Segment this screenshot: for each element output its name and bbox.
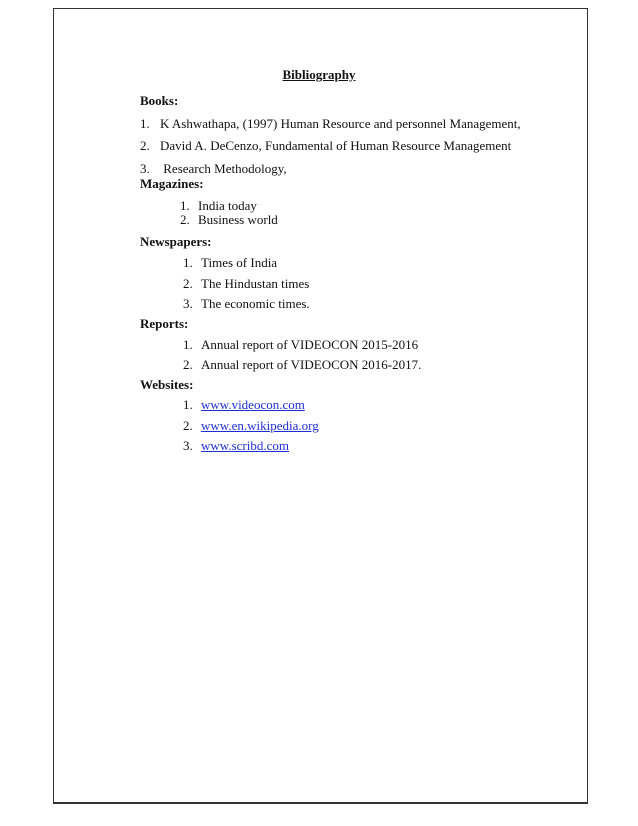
website-link-scribd[interactable]: www.scribd.com (201, 438, 289, 453)
magazine-item-2-num: 2. (180, 212, 190, 227)
website-link-wikipedia[interactable]: www.en.wikipedia.org (201, 418, 319, 433)
report-item-1-text: Annual report of VIDEOCON 2015-2016 (201, 337, 419, 352)
report-item-2-text: Annual report of VIDEOCON 2016-2017. (201, 357, 422, 372)
website-item-3-num: 3. (183, 438, 193, 453)
website-item-1-num: 1. (183, 397, 193, 412)
newspaper-item-2-num: 2. (183, 276, 193, 291)
report-item-2 (183, 357, 421, 373)
book-item-3-text: Research Methodology, (160, 161, 287, 176)
newspaper-item-3-num: 3. (183, 296, 193, 311)
book-item-2-num: 2. (140, 138, 150, 153)
newspaper-item-2 (183, 276, 309, 292)
report-item-1-num: 1. (183, 337, 193, 352)
page-title-wrap (0, 67, 638, 83)
magazines-heading: Magazines: (140, 176, 204, 191)
report-item-1 (183, 337, 418, 353)
book-item-1-text: K Ashwathapa, (1997) Human Resource and personnel Management, (160, 116, 521, 131)
books-heading: Books: (140, 93, 179, 108)
report-item-2-num: 2. (183, 357, 193, 372)
magazine-item-1-text: India today (198, 198, 257, 213)
newspaper-item-1-num: 1. (183, 255, 193, 270)
newspapers-heading: Newspapers: (140, 234, 212, 249)
newspaper-item-3-text: The economic times. (201, 296, 310, 311)
magazine-item-2-text: Business world (198, 212, 278, 227)
website-item-1 (183, 397, 305, 413)
newspaper-item-3 (183, 296, 310, 312)
website-link-videocon[interactable]: www.videocon.com (201, 397, 305, 412)
book-item-1-num: 1. (140, 116, 150, 131)
magazine-item-1-num: 1. (180, 198, 190, 213)
book-item-1 (140, 116, 521, 132)
page-title: Bibliography (282, 67, 356, 82)
newspaper-item-2-text: The Hindustan times (201, 276, 310, 291)
website-item-2 (183, 418, 319, 434)
book-item-3-num: 3. (140, 161, 150, 176)
book-item-3 (140, 161, 287, 177)
newspaper-item-1-text: Times of India (201, 255, 278, 270)
reports-heading: Reports: (140, 316, 189, 331)
websites-heading: Websites: (140, 377, 194, 392)
magazine-item-2 (180, 212, 278, 228)
website-item-2-num: 2. (183, 418, 193, 433)
book-item-2 (140, 138, 511, 154)
website-item-3 (183, 438, 289, 454)
book-item-2-text: David A. DeCenzo, Fundamental of Human Resource Management (160, 138, 512, 153)
newspaper-item-1 (183, 255, 277, 271)
